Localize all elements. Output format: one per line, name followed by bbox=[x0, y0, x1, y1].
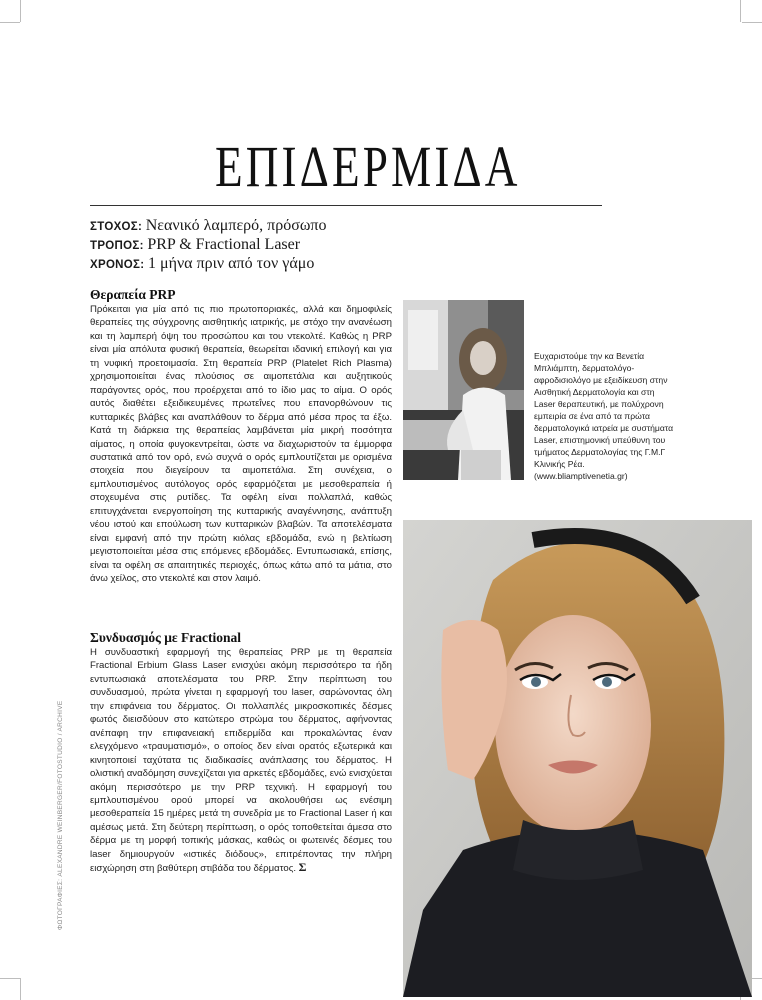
crop-mark bbox=[740, 0, 741, 22]
crop-mark bbox=[742, 22, 762, 23]
body-text: Πρόκειται για μία από τις πιο πρωτοποριακές, αλλά και δημοφιλείς θεραπείες της σύγχρονης αισθητικής ιατρικής, με στόχο την ανανέωση και τη λαμπερή όψη του προσώπου και του ντεκολτέ. Καθώς η PRP είναι μία απόλυτα φυσική θεραπεία, θεωρείται ιδανική επιλογή και για τη νυφική προετοιμασία. Στη θεραπεία PRP (Platelet Rich Plasma) χρησιμοποιείται ένας πλούσιος σε αιμοπετάλια και αυξητικούς παράγοντες ορός, που προέρχεται από το ίδιο μας το αίμα. Ο ορός αυτός διαθέτει εξειδικευμένες πρωτεΐνες που επανορθώνουν τις κυτταρικές βλάβες και αναπλάθουν το δέρμα από μέσα προς τα έξω. Κατά τη διάρκεια της θεραπείας λαμβάνεται μία μικρή ποσότητα αίματος, η οποία φυγοκεντρείται, ώστε να διαχωριστούν τα έμμορφα συστατικά από τον ορό, ενώ συχνά ο ορός εμπλουτίζεται με ορισμένα στοιχεία που διεγείρουν τα αιμοπετάλια. Στη συνέχεια, ο εμπλουτισμένος αυτόλογος ορός εφαρμόζεται με μεσοθεραπεία ή στοχευμένα στις ρυτίδες. Τα οφέλη είναι πολλαπλά, καθώς επιτυγχάνεται ενεργοποίηση της κυτταρικής αναγέννησης, ανάπτυξη νέου ιστού και επούλωση των κυτταρικών βλαβών. Τα αποτελέσματα είναι εμφανή από την πρώτη κιόλας εβδομάδα, ενώ η βελτίωση μεγιστοποιείται μέσα στις επόμενες εβδομάδες. Εντυπωσιακά, επίσης, είναι τα οφέλη σε απαιτητικές περιοχές, όπως κάτω από τα μάτια, στο άνω χείλος, στο ντεκολτέ και στον λαιμό. bbox=[90, 304, 392, 585]
meta-value: 1 μήνα πριν από τον γάμο bbox=[148, 255, 315, 272]
section-heading-prp: Θεραπεία PRP bbox=[90, 287, 176, 302]
doctor-photo bbox=[403, 300, 524, 480]
meta-method bbox=[90, 236, 510, 255]
page-title: ΕΠΙΔΕΡΜΙΔΑ bbox=[215, 134, 521, 199]
body-text: Η συνδυαστική εφαρμογή της θεραπείας PRP με τη θεραπεία Fractional Erbium Glass Laser ενισχύει ακόμη περισσότερο τα ήδη εντυπωσιακά αποτελέσματα του PRP. Στην περίπτωση του συνδυασμού, πρώτα γίνεται η εφαρμογή του laser, σαρώνοντας όλη την επιφάνεια του δέρματος. Οι πολλαπλές μικροσκοπικές δέσμες φωτός διεισδύουν στο κατώτερο στρώμα του δέρματος, αφήνοντας ανέπαφη την επιφανειακή επιδερμίδα και προκαλώντας έναν ελεγχόμενο «τραυματισμό», ο οποίος δεν είναι ορατός εξωτερικά και κινητοποιεί ταχύτατα τις διαδικασίες ανάπλασης του δέρματος. Η ολιστική αναδόμηση συνεχίζεται για αρκετές εβδομάδες, ενώ ενισχύεται ακόμη περισσότερο με την PRP τεχνική. Η εφαρμογή του εμπλουτισμένου ορού μπορεί να ακολουθήσει ως ενέσιμη μεσοθεραπεία 15 ημέρες μετά τη συνεδρία με το Fractional Laser ή και αμέσως μετά. Στη δεύτερη περίπτωση, ο ορός τοποθετείται άμεσα στο δέρμα με τη μορφή τοπικής μάσκας, καθώς οι φωτεινές δέσμες του laser δημιουργούν «ιστικές διόδους», επιτρέποντας την πλήρη εισχώρηση στη βαθύτερη στιβάδα του δέρματος. bbox=[90, 647, 392, 875]
crop-mark bbox=[20, 978, 21, 1000]
meta-value: PRP & Fractional Laser bbox=[147, 236, 301, 253]
model-photo bbox=[403, 520, 752, 997]
section-body-fractional bbox=[90, 646, 392, 876]
meta-key: ΤΡΟΠΟΣ: bbox=[90, 240, 144, 252]
meta-time bbox=[90, 255, 510, 274]
section-body-prp bbox=[90, 303, 392, 586]
crop-mark bbox=[20, 0, 21, 22]
crop-mark bbox=[0, 22, 20, 23]
title-rule bbox=[90, 205, 602, 206]
crop-mark bbox=[0, 978, 20, 979]
doctor-photo-graphic bbox=[403, 300, 524, 480]
meta-value: Νεανικό λαμπερό, πρόσωπο bbox=[145, 217, 327, 234]
meta-key: ΧΡΟΝΟΣ: bbox=[90, 259, 145, 271]
meta-key: ΣΤΟΧΟΣ: bbox=[90, 221, 143, 233]
body-text-wrap bbox=[90, 646, 392, 876]
end-mark: Σ bbox=[298, 860, 307, 875]
meta-goal bbox=[90, 217, 510, 236]
meta-block bbox=[90, 217, 510, 274]
photo-credit: ΦΩΤΟΓΡΑΦΙΕΣ: ALEXANDRE WEINBERGER/FOTOSTUDIO / ARCHIVE bbox=[57, 700, 64, 930]
photo-caption: Ευχαριστούμε την κα Βενετία Μπλιάμπτη, δερματολόγο-αφροδισιολόγο με εξειδίκευση στην Αισθητική Δερματολογία και στη Laser θεραπευτική, με πολύχρονη εμπειρία σε ένα από τα πρώτα δερματολογικά ιατρεία με συστήματα Laser, επιστημονική υπεύθυνη του τμήματος Δερματολογίας της Γ.Μ.Γ Κλινικής Ρέα. (www.bliamptivenetia.gr) bbox=[534, 351, 674, 481]
model-photo-graphic bbox=[403, 520, 752, 997]
section-heading-fractional: Συνδυασμός με Fractional bbox=[90, 630, 242, 645]
